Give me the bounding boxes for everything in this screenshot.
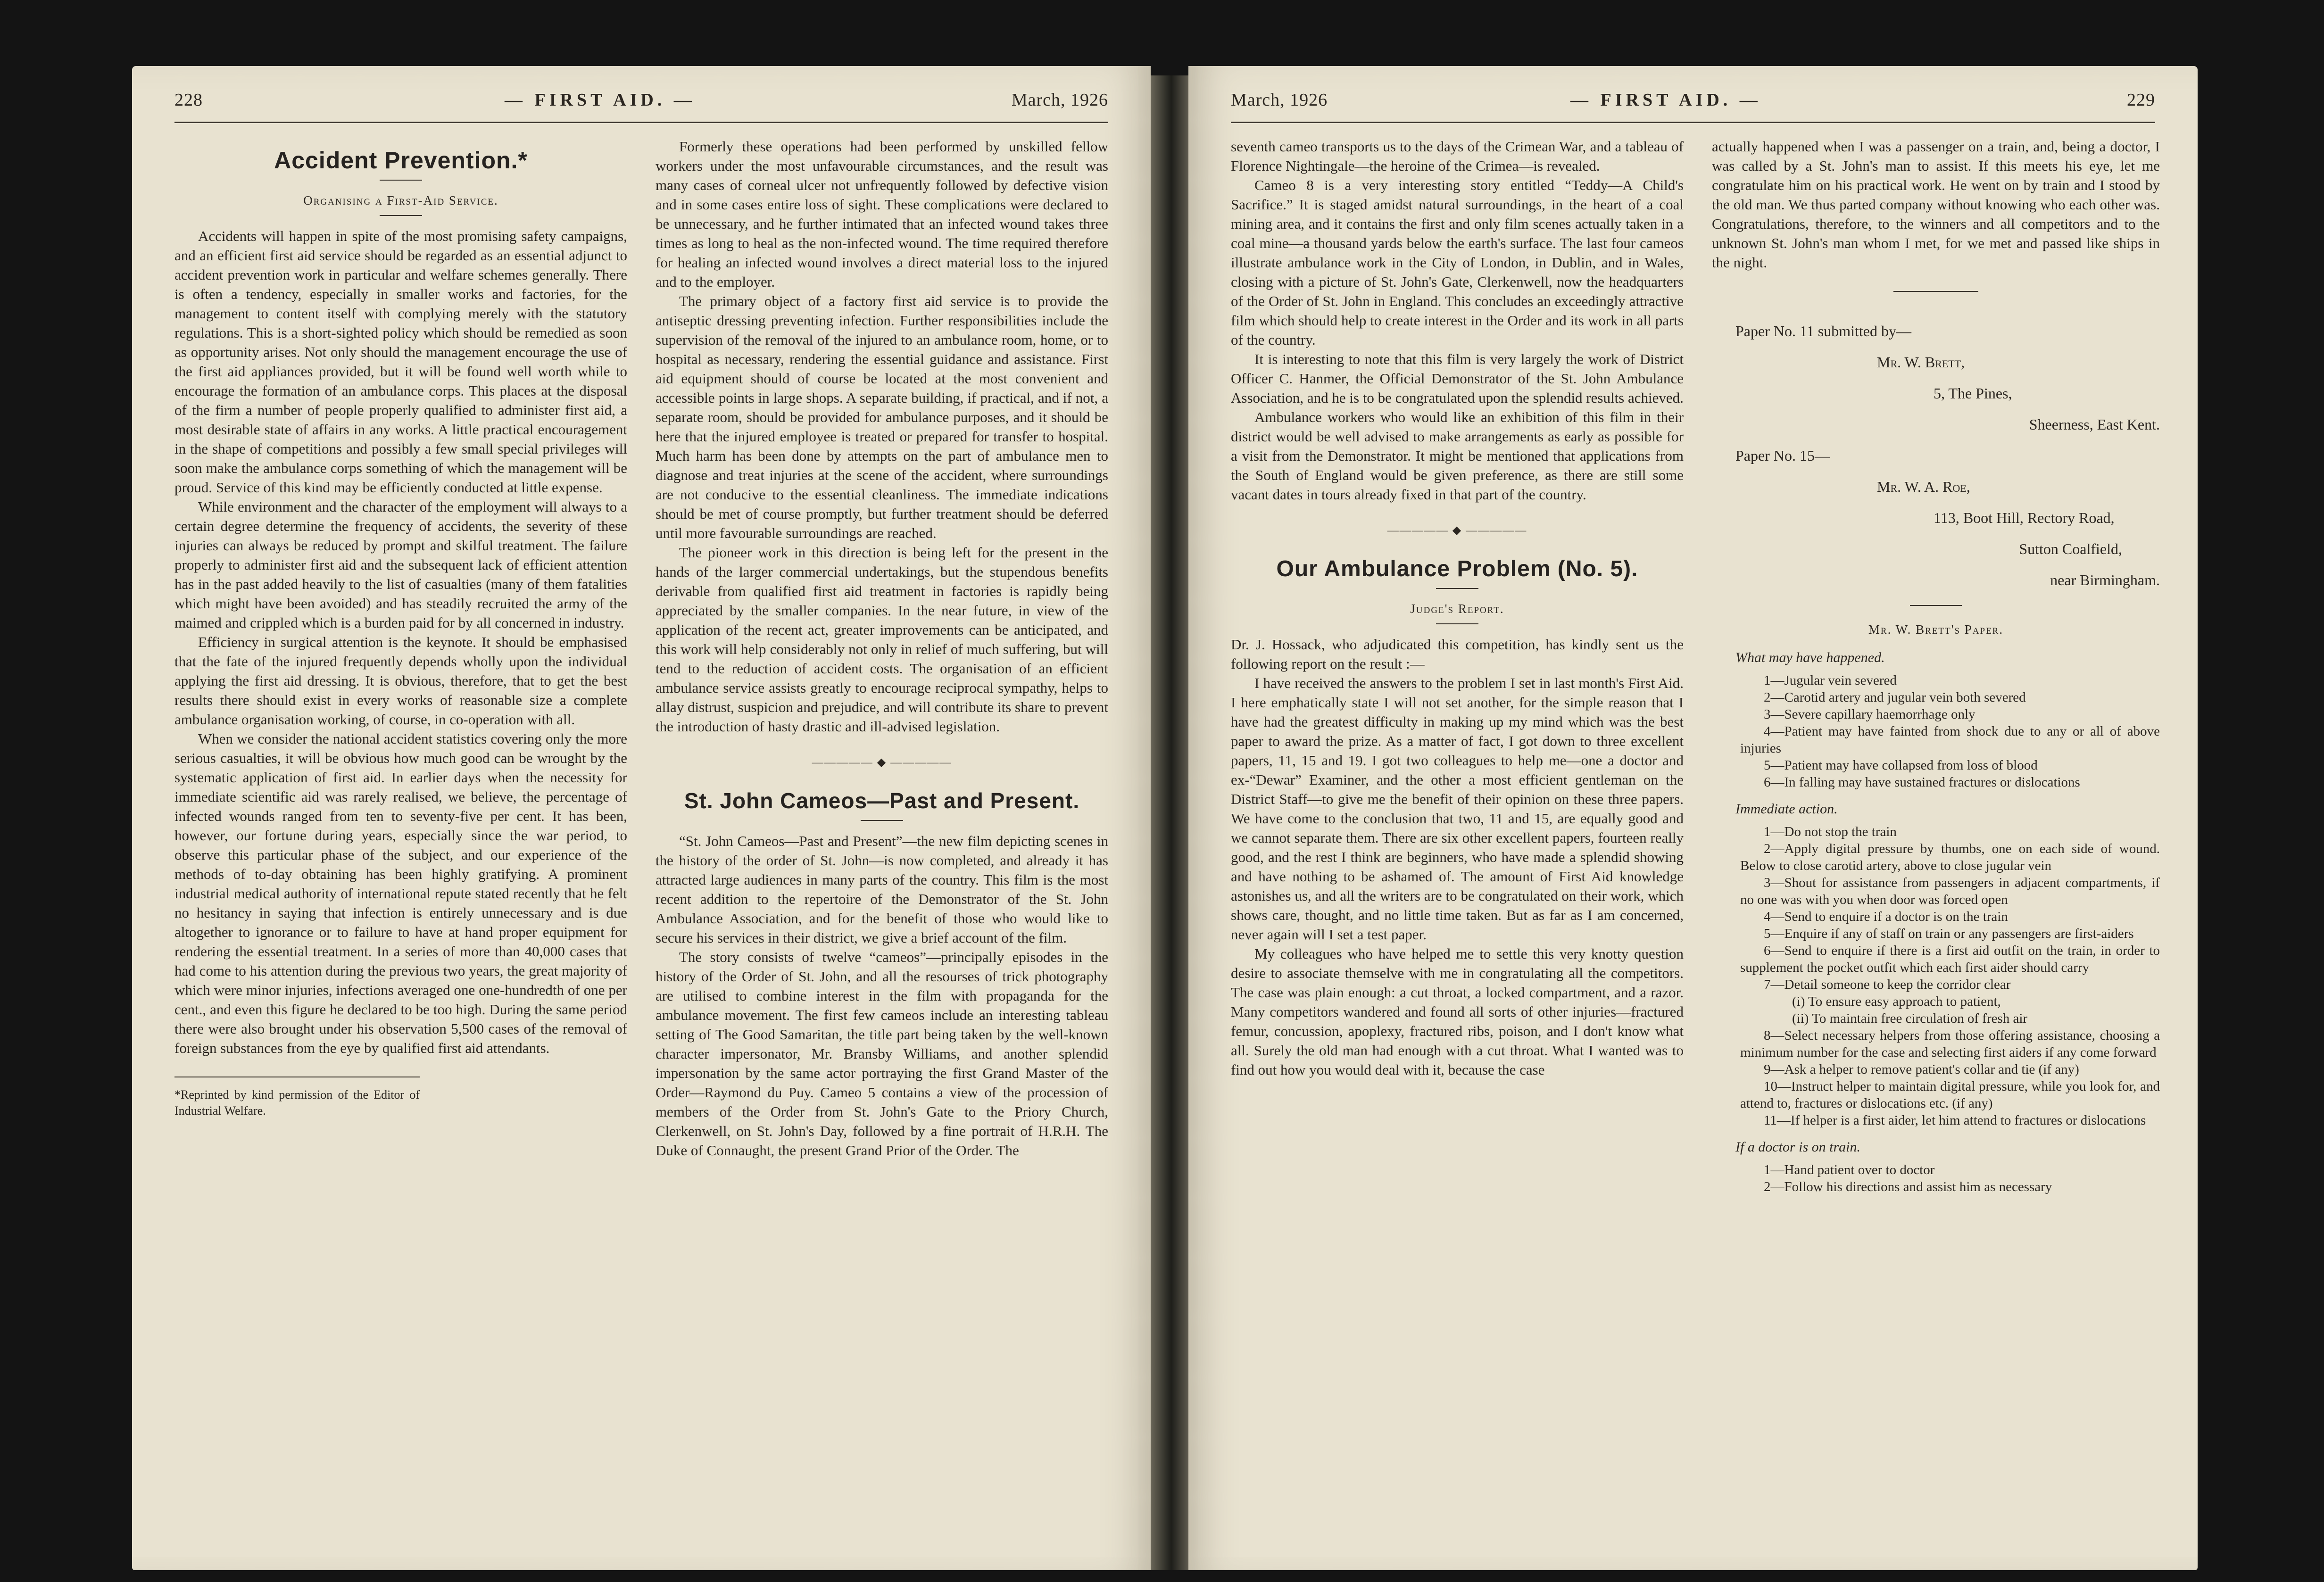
- winner-name: Mr. W. A. Roe,: [1877, 478, 1970, 495]
- divider: [861, 820, 903, 821]
- left-issue-date: March, 1926: [1011, 90, 1108, 110]
- paragraph: Dr. J. Hossack, who adjudicated this competition, has kindly sent us the following report on the result :—: [1231, 636, 1684, 672]
- article-subtitle: Judge's Report.: [1410, 602, 1504, 616]
- article-title-accident-prevention: Accident Prevention.*: [274, 147, 528, 174]
- list-item: 8—Select necessary helpers from those offering assistance, choosing a minimum number for the case and selecting first aiders if any come forward: [1740, 1028, 2160, 1060]
- divider: [380, 180, 422, 181]
- winner-name: Mr. W. Brett,: [1877, 354, 1965, 371]
- list-item: 10—Instruct helper to maintain digital pressure, while you look for, and attend to, fractures or dislocations etc. (if any): [1740, 1079, 2160, 1111]
- paragraph: seventh cameo transports us to the days of the Crimean War, and a tableau of Florence Nightingale—the heroine of the Crimea—is revealed.: [1231, 138, 1684, 174]
- left-head-rule: [174, 122, 1108, 123]
- article-subtitle: Organising a First-Aid Service.: [303, 193, 498, 207]
- footnote: *Reprinted by kind permission of the Editor of Industrial Welfare.: [174, 1077, 420, 1119]
- winner-address: near Birmingham.: [2050, 572, 2160, 588]
- right-head-rule: [1231, 122, 2155, 123]
- list-item: 7—Detail someone to keep the corridor clear: [1764, 977, 2011, 992]
- right-running-head: [1231, 85, 2155, 118]
- left-page: [132, 66, 1151, 1570]
- list-item: 6—Send to enquire if there is a first aid outfit on the train, in order to supplement the pocket outfit which each first aider should carry: [1740, 943, 2160, 975]
- right-page-number: 229: [2127, 90, 2155, 110]
- list-item: 5—Patient may have collapsed from loss of blood: [1764, 758, 2038, 773]
- paragraph: Formerly these operations had been performed by unskilled fellow workers under the most unfavourable circumstances, and the result was many cases of corneal ulcer not unfrequently followed by defective vision and in some cases entire loss of sight. These complications were declared to be unnecessary, and he further intimated that an infected wound takes three times as long to heal as the non-infected wound. The time required therefore for healing an infected wound involves a direct material loss to the injured and to the employer.: [656, 138, 1108, 290]
- winner-address: Sutton Coalfield,: [2019, 540, 2122, 557]
- winner-address: 5, The Pines,: [1934, 385, 2012, 402]
- list-item: 4—Patient may have fainted from shock due to any or all of above injuries: [1740, 724, 2160, 756]
- right-column-2: [1712, 137, 2160, 1195]
- paragraph: It is interesting to note that this film is very largely the work of District Officer C. Hanmer, the Official Demonstrator of the St. John Ambulance Association, and he is to be congratulated upon the splendid results achieved.: [1231, 351, 1684, 406]
- divider: [1436, 623, 1478, 624]
- sub-list-item: (ii) To maintain free circulation of fresh air: [1792, 1011, 2028, 1026]
- article-title-ambulance-problem: Our Ambulance Problem (No. 5).: [1276, 556, 1638, 581]
- list-item: 3—Severe capillary haemorrhage only: [1764, 707, 1975, 722]
- list-item: 3—Shout for assistance from passengers in adjacent compartments, if no one was with you when door was forced open: [1740, 875, 2160, 907]
- list-item: 1—Hand patient over to doctor: [1764, 1162, 1935, 1177]
- list-item: 2—Carotid artery and jugular vein both severed: [1764, 690, 2026, 705]
- list-item: 2—Apply digital pressure by thumbs, one on each side of wound. Below to close carotid artery, above to close jugular vein: [1740, 841, 2160, 873]
- left-column-1: [174, 137, 627, 1119]
- divider: [1436, 588, 1478, 589]
- section-heading: If a doctor is on train.: [1735, 1139, 1861, 1155]
- list-item: 11—If helper is a first aider, let him attend to fractures or dislocations: [1764, 1113, 2146, 1128]
- book-gutter: [1151, 75, 1188, 1570]
- paragraph: The pioneer work in this direction is being left for the present in the hands of the larger commercial undertakings, but the stupendous benefits derivable from qualified first aid treatment in factories is rapidly being appreciated by the smaller companies. In the near future, in view of the application of the recent act, greater improvements can be anticipated, and this work will help considerably not only in relief of much suffering, but will tend to the reduction of accident costs. The organisation of an efficient ambulance service assists greatly to encourage reciprocal sympathy, helps to allay distrust, suspicion and prejudice, and will contribute its share to prevent the introduction of hasty drastic and ill-advised legislation.: [656, 544, 1108, 735]
- list-item: 5—Enquire if any of staff on train or any passengers are first-aiders: [1764, 926, 2134, 941]
- paragraph: The primary object of a factory first aid service is to provide the antiseptic dressing preventing infection. Further responsibilities include the supervision of the removal of the injured to an ambulance room, home, or to hospital as necessary, rendering the essential guidance and assistance. First aid equipment should of course be located at the most convenient and accessible points in large shops. A separate building, if practical, and if not, a separate room, should be provided for ambulance purposes, and it should be here that the injured employee is treated or prepared for transfer to hospital. Much harm has been done by attempts on the part of ambulance men to diagnose and treat injuries at the scene of the accident, where surroundings are not conducive to the essential cleanliness. The immediate indications should be met of course promptly, but further treatment should be deferred until more favourable surroundings are reached.: [656, 293, 1108, 541]
- paragraph: My colleagues who have helped me to settle this very knotty question desire to associate themselve with me in congratulating all the competitors. The case was plain enough: a cut throat, a locked compartment, and a razor. Many competitors wandered and found all sorts of other injuries—fractured femur, concussion, apoplexy, fractured ribs, poison, and I don't know what all. Surely the old man had enough with a cut throat. What I wanted was to find out how you would deal with it, because the case: [1231, 945, 1684, 1078]
- paragraph: Efficiency in surgical attention is the keynote. It should be emphasised that the fate of the injured frequently depends wholly upon the individual applying the first aid dressing. It is obvious, therefore, that to get the best results there should exist in every works of reasonable size a complete ambulance organisation working, of course, in co-operation with all.: [174, 634, 627, 728]
- list-item: 9—Ask a helper to remove patient's collar and tie (if any): [1764, 1062, 2079, 1077]
- paper-line: Paper No. 11 submitted by—: [1735, 323, 1911, 340]
- section-ornament: ————— ◆ —————: [1387, 524, 1527, 537]
- list-item: 6—In falling may have sustained fractures or dislocations: [1764, 775, 2080, 790]
- right-issue-date: March, 1926: [1231, 90, 1328, 110]
- sub-list-item: (i) To ensure easy approach to patient,: [1792, 994, 2001, 1009]
- article-title-st-john-cameos: St. John Cameos—Past and Present.: [684, 788, 1080, 813]
- list-item: 4—Send to enquire if a doctor is on the train: [1764, 909, 2008, 924]
- right-column-1: [1231, 137, 1684, 1079]
- paragraph: Ambulance workers who would like an exhibition of this film in their district would be well advised to make arrangements as early as possible for a visit from the Demonstrator. It might be mentioned that applications from the South of England would be given preference, as there are still some vacant dates in tours already fixed in that part of the country.: [1231, 409, 1684, 503]
- paragraph: I have received the answers to the problem I set in last month's First Aid. I here emphatically state I will not set another, for the simple reason that I have had the greatest difficulty in making up my mind which was the best paper to award the prize. As a matter of fact, I got down to three excellent papers, 11, 15 and 19. I got two colleagues to help me—one a doctor and ex-“Dewar” Examiner, and the other a most efficient gentleman on the District Staff—to give me the benefit of their opinion on these three papers. We have come to the conclusion that two, 11 and 15, are equally good and we cannot separate them. There are six other excellent papers, fourteen really good, and the rest I think are beginners, who have made a splendid showing and have nothing to be ashamed of. The amount of First Aid knowledge astonishes us, and all the writers are to be congratulated on their work, which shows care, thought, and no little time taken. But as far as I am concerned, never again will I set a test paper.: [1231, 675, 1684, 943]
- paragraph: Cameo 8 is a very interesting story entitled “Teddy—A Child's Sacrifice.” It is staged amidst natural surroundings, in the heart of a coal mining area, and it contains the first and only film scenes actually taken in a coal mine—a thousand yards below the earth's surface. The last four cameos illustrate ambulance work in the City of London, in Dublin, and in Wales, closing with a picture of St. John's Gate, Clerkenwell, now the headquarters of the Order of St. John in England. This concludes an exceedingly attractive film which should help to create interest in the Order and its work in all parts of the country.: [1231, 177, 1684, 348]
- paper-line: Paper No. 15—: [1735, 447, 1830, 464]
- winner-address: Sheerness, East Kent.: [2029, 416, 2160, 433]
- list-item: 1—Do not stop the train: [1764, 824, 1897, 839]
- list-item: 1—Jugular vein severed: [1764, 673, 1897, 688]
- left-running-head: [174, 85, 1108, 118]
- paper-title: Mr. W. Brett's Paper.: [1868, 622, 2004, 637]
- right-page: [1188, 66, 2198, 1570]
- divider: [380, 215, 422, 216]
- right-journal-title: — FIRST AID. —: [1570, 90, 1761, 110]
- divider: [1910, 605, 1962, 606]
- winner-address: 113, Boot Hill, Rectory Road,: [1934, 509, 2115, 526]
- paragraph: actually happened when I was a passenger on a train, and, being a doctor, I was called by a St. John's man to assist. If this meets his eye, let me congratulate him on his practical work. He went on by train and I stood by the old man. We thus parted company without knowing who each other was. Congratulations, therefore, to the winners and all competitors and to the unknown St. John's man whom I met, for we met and passed like ships in the night.: [1712, 138, 2160, 271]
- left-column-2: [656, 137, 1108, 1160]
- paragraph: Accidents will happen in spite of the most promising safety campaigns, and an efficient first aid service should be regarded as an essential adjunct to accident prevention work in particular and welfare schemes generally. There is often a tendency, especially in smaller works and factories, for the management to content itself with complying merely with the statutory regulations. This is a short-sighted policy which should be remedied as soon as opportunity arises. Not only should the management encourage the use of the first aid appliances provided, but it will be found well worth while to encourage the formation of an ambulance corps. This places at the disposal of the firm a number of people properly qualified to administer first aid, a most desirable state of affairs in any works. A little practical encouragement in the shape of competitions and possibly a few small special privileges will soon make the ambulance corps something of which the management will be proud. Service of this kind may be efficiently conducted at little expense.: [174, 228, 627, 496]
- list-item: 2—Follow his directions and assist him as necessary: [1764, 1179, 2052, 1194]
- paragraph: The story consists of twelve “cameos”—principally episodes in the history of the Order of St. John, and all the resourses of trick photography are utilised to combine interest in the film with propaganda for the ambulance movement. The first few cameos include an interesting tableau setting of The Good Samaritan, the title part being taken by the well-known character impersonator, Mr. Bransby Williams, and another splendid impersonation by the same actor portraying the first Grand Master of the Order—Raymond du Puy. Cameo 5 contains a view of the procession of members of the Order from St. John's Gate to the Priory Church, Clerkenwell, on St. John's Day, followed by a fine portrait of H.R.H. The Duke of Connaught, the present Grand Prior of the Order. The: [656, 949, 1108, 1159]
- section-ornament: ————— ◆ —————: [812, 756, 952, 769]
- section-heading: What may have happened.: [1735, 650, 1885, 665]
- left-journal-title: — FIRST AID. —: [505, 90, 696, 110]
- paragraph: While environment and the character of the employment will always to a certain degree determine the frequency of accidents, the severity of these injuries can always be reduced by prompt and skilful treatment. The failure properly to administer first aid and the subsequent lack of efficient attention has in the past added heavily to the list of casualties (many of them fatalities which might have been avoided) and has steadily recruited the army of the maimed and crippled which is a burden paid for by all concerned in industry.: [174, 498, 627, 631]
- section-heading: Immediate action.: [1735, 801, 1838, 817]
- left-page-number: 228: [174, 90, 203, 110]
- paragraph: When we consider the national accident statistics covering only the more serious casualties, it will be obvious how much good can be wrought by the systematic application of first aid. In earlier days when the necessity for immediate scientific aid was rarely realised, we believe, the percentage of infected wounds ranged from ten to seventy-five per cent. It has been, however, our fortune during years, especially since the war period, to observe this particular phase of the subject, and our experience of the methods of to-day obtaining has been highly gratifying. A prominent industrial medical authority of international repute stated recently that he felt no hesitancy in saying that infection is entirely unnecessary and is due altogether to ignorance or to failure to have at hand proper equipment for rendering the essential treatment. In a series of more than 40,000 cases that had come to his attention during the previous two years, the great majority of which were minor injuries, infections averaged one one-hundredth of one per cent., and even this figure he declared to be too high. During the same period there were also brought under his observation 5,500 cases of the removal of foreign substances from the eye by qualified first aid attendants.: [174, 730, 627, 1056]
- divider: [1893, 291, 1978, 292]
- paragraph: “St. John Cameos—Past and Present”—the new film depicting scenes in the history of the order of St. John—is now completed, and already it has attracted large audiences in many parts of the country. This film is the most recent addition to the repertoire of the Demonstrator of the St. John Ambulance Association, and for the benefit of those who would like to secure his services in their district, we give a brief account of the film.: [656, 833, 1108, 946]
